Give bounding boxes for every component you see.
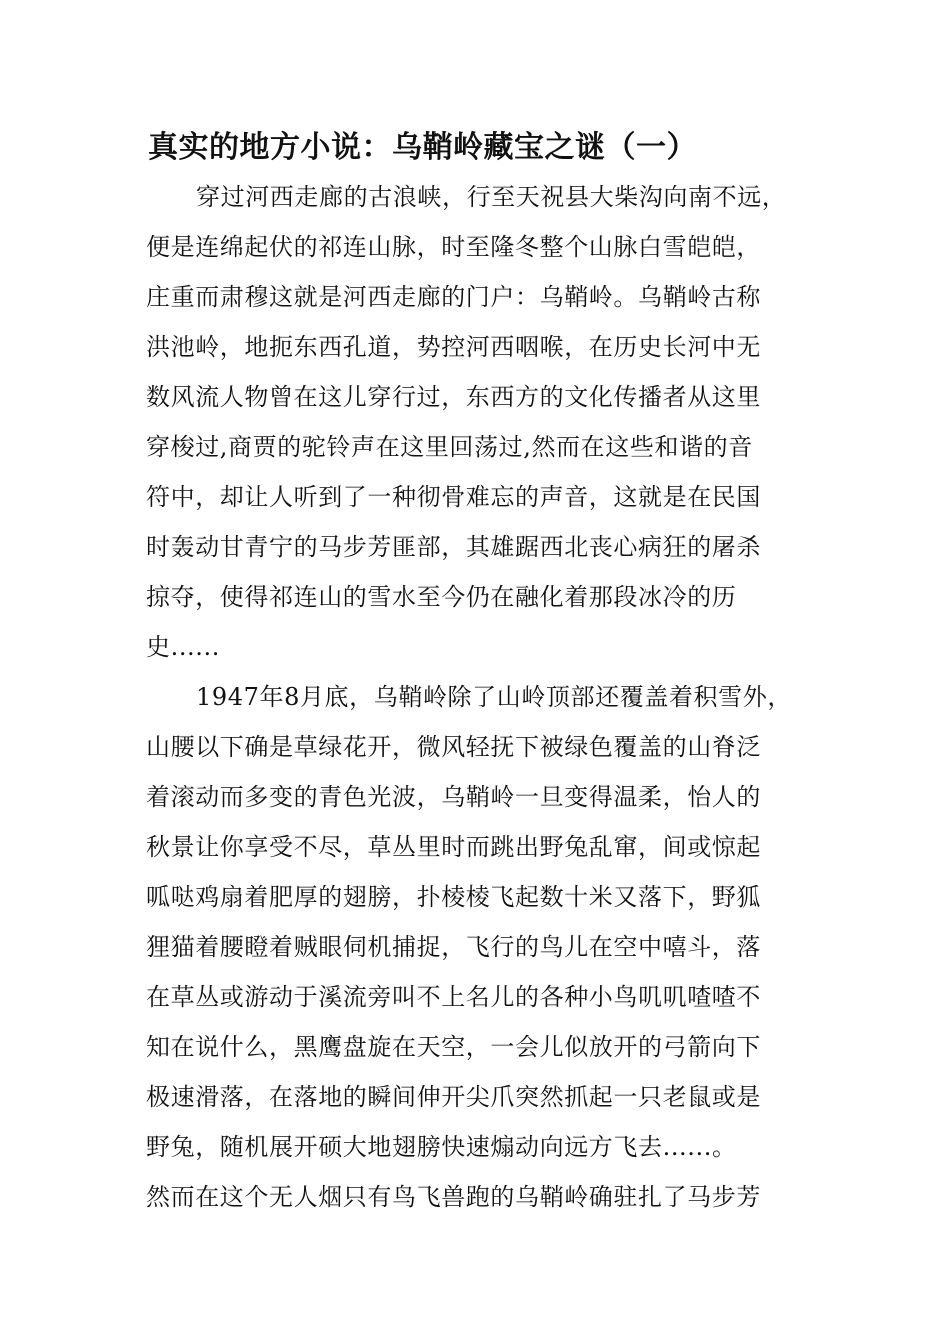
text-line: 山腰以下确是草绿花开，微风轻抚下被绿色覆盖的山脊泛 — [146, 733, 761, 761]
text-line: 史...... — [146, 633, 220, 661]
text-line: 着滚动而多变的青色光波，乌鞘岭一旦变得温柔，怡人的 — [146, 783, 761, 811]
text-line: 秋景让你享受不尽，草丛里时而跳出野兔乱窜，间或惊起 — [146, 833, 761, 861]
text-line: 穿过河西走廊的古浪峡，行至天祝县大柴沟向南不远， — [196, 183, 787, 211]
text-line: 呱哒鸡扇着肥厚的翅膀，扑棱棱飞起数十米又落下，野狐 — [146, 883, 761, 911]
text-line: 符中，却让人听到了一种彻骨难忘的声音，这就是在民国 — [146, 483, 761, 511]
text-line: 掠夺，使得祁连山的雪水至今仍在融化着那段冰冷的历 — [146, 583, 737, 611]
text-line: 时轰动甘青宁的马步芳匪部，其雄踞西北丧心病狂的屠杀 — [146, 533, 761, 561]
text-line: 数风流人物曾在这儿穿行过，东西方的文化传播者从这里 — [146, 383, 761, 411]
text-line: 穿梭过,商贾的驼铃声在这里回荡过,然而在这些和谐的音 — [146, 433, 753, 461]
text-line: 知在说什么，黑鹰盘旋在天空，一会儿似放开的弓箭向下 — [146, 1033, 761, 1061]
text-line: 野兔，随机展开硕大地翅膀快速煽动向远方飞去......。 — [146, 1133, 737, 1161]
text-line: 1947年8月底，乌鞘岭除了山岭顶部还覆盖着积雪外， — [196, 683, 792, 711]
text-line: 狸猫着腰瞪着贼眼伺机捕捉，飞行的鸟儿在空中嘻斗，落 — [146, 933, 761, 961]
text-line: 极速滑落，在落地的瞬间伸开尖爪突然抓起一只老鼠或是 — [146, 1083, 761, 1111]
text-line: 在草丛或游动于溪流旁叫不上名儿的各种小鸟叽叽喳喳不 — [146, 983, 761, 1011]
text-line: 庄重而肃穆这就是河西走廊的门户：乌鞘岭。乌鞘岭古称 — [146, 283, 761, 311]
text-line: 然而在这个无人烟只有鸟飞兽跑的乌鞘岭确驻扎了马步芳 — [146, 1183, 761, 1211]
text-line: 洪池岭，地扼东西孔道，势控河西咽喉，在历史长河中无 — [146, 333, 761, 361]
document-title: 真实的地方小说：乌鞘岭藏宝之谜（一） — [148, 130, 697, 165]
text-line: 便是连绵起伏的祁连山脉，时至隆冬整个山脉白雪皑皑， — [146, 233, 761, 261]
